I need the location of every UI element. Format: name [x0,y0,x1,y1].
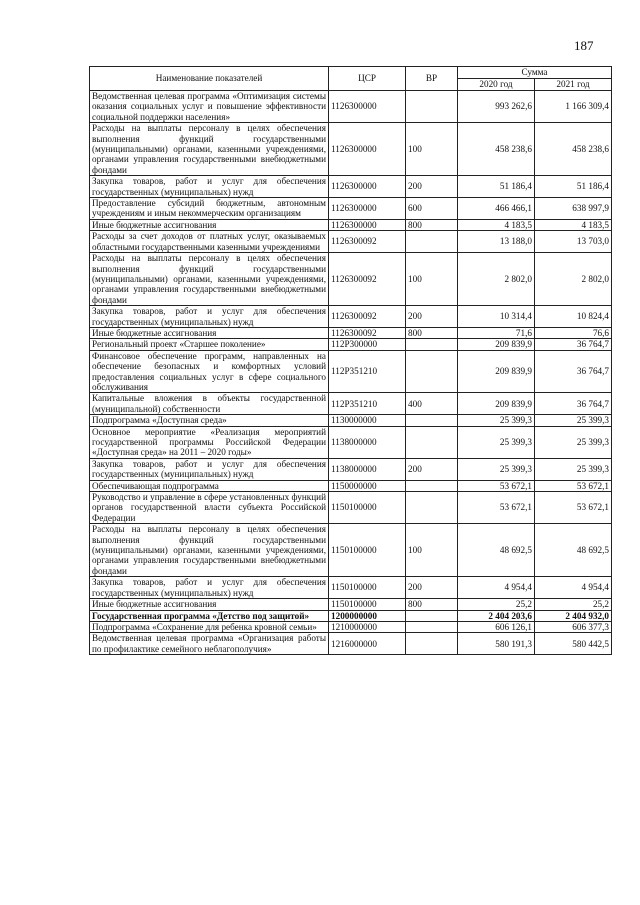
row-2020: 2 802,0 [458,253,535,306]
row-2020: 466 466,1 [458,198,535,220]
row-2020: 209 839,9 [458,339,535,350]
row-2020: 25 399,3 [458,426,535,458]
row-2021: 25,2 [535,599,612,610]
row-vr [406,492,458,524]
row-vr: 800 [406,219,458,230]
table-row [90,231,612,253]
row-2021: 458 238,6 [535,123,612,176]
row-2021: 1 166 309,4 [535,91,612,123]
header-2021: 2021 год [535,79,612,91]
row-2020: 48 692,5 [458,524,535,577]
row-2020: 4 954,4 [458,577,535,599]
row-2020: 53 672,1 [458,492,535,524]
budget-table [89,66,612,655]
row-csr: 1126300000 [329,91,406,123]
row-vr [406,426,458,458]
row-vr: 200 [406,577,458,599]
row-csr: 1150100000 [329,599,406,610]
row-name: Предоставление субсидий бюджетным, автономным учреждениям и иным некоммерческим организациям [90,198,329,220]
row-name: Иные бюджетные ассигнования [90,219,329,230]
row-2020: 209 839,9 [458,393,535,415]
header-csr: ЦСР [329,67,406,91]
row-2021: 53 672,1 [535,480,612,491]
row-name: Расходы за счет доходов от платных услуг, оказываемых областными государственными казенными учреждениями [90,231,329,253]
row-csr: 1130000000 [329,415,406,426]
row-vr [406,415,458,426]
table-row [90,350,612,393]
row-name: Закупка товаров, работ и услуг для обеспечения государственных (муниципальных) нужд [90,458,329,480]
row-2020: 13 188,0 [458,231,535,253]
row-name: Закупка товаров, работ и услуг для обеспечения государственных (муниципальных) нужд [90,577,329,599]
row-csr: 1138000000 [329,458,406,480]
row-2020: 51 186,4 [458,176,535,198]
table-row [90,253,612,306]
row-csr: 1126300092 [329,327,406,338]
table-row [90,91,612,123]
row-2021: 25 399,3 [535,426,612,458]
row-name: Региональный проект «Старшее поколение» [90,339,329,350]
row-vr [406,480,458,491]
row-2021: 2 802,0 [535,253,612,306]
row-name: Капитальные вложения в объекты государственной (муниципальной) собственности [90,393,329,415]
row-name: Расходы на выплаты персоналу в целях обеспечения выполнения функций государственными (муниципальными) органами, казенными учреждениями, органами управления государственными внебюджетными фондами [90,253,329,306]
row-2021: 2 404 932,0 [535,610,612,621]
table-row [90,524,612,577]
row-name: Обеспечивающая подпрограмма [90,480,329,491]
table-row [90,306,612,328]
row-2020: 10 314,4 [458,306,535,328]
row-csr: 1126300000 [329,219,406,230]
row-2021: 10 824,4 [535,306,612,328]
row-name: Расходы на выплаты персоналу в целях обеспечения выполнения функций государственными (муниципальными) органами, казенными учреждениями, органами управления государственными внебюджетными фондами [90,524,329,577]
row-csr: 1150100000 [329,492,406,524]
table-row [90,339,612,350]
row-2021: 4 183,5 [535,219,612,230]
row-csr: 1126300000 [329,123,406,176]
row-name: Основное мероприятие «Реализация мероприятий государственной программы Российской Федерации «Доступная среда» на 2011 – 2020 годы» [90,426,329,458]
table-row [90,599,612,610]
row-vr [406,621,458,632]
row-2020: 458 238,6 [458,123,535,176]
row-2020: 993 262,6 [458,91,535,123]
row-name: Иные бюджетные ассигнования [90,327,329,338]
row-csr: 1126300000 [329,176,406,198]
row-vr: 800 [406,599,458,610]
row-csr: 1210000000 [329,621,406,632]
row-vr: 100 [406,253,458,306]
row-2021: 4 954,4 [535,577,612,599]
row-csr: 1126300092 [329,253,406,306]
table-row [90,633,612,655]
row-csr: 1216000000 [329,633,406,655]
row-2020: 25 399,3 [458,458,535,480]
row-vr [406,231,458,253]
table-row [90,123,612,176]
row-2021: 36 764,7 [535,393,612,415]
row-2021: 36 764,7 [535,339,612,350]
row-vr [406,610,458,621]
table-row [90,480,612,491]
row-name: Расходы на выплаты персоналу в целях обеспечения выполнения функций государственными (муниципальными) органами, казенными учреждениями, органами управления государственными внебюджетными фондами [90,123,329,176]
row-2020: 71,6 [458,327,535,338]
row-2020: 53 672,1 [458,480,535,491]
table-row [90,176,612,198]
row-name: Государственная программа «Детство под защитой» [90,610,329,621]
row-2021: 25 399,3 [535,415,612,426]
row-2020: 25 399,3 [458,415,535,426]
row-2020: 4 183,5 [458,219,535,230]
row-2021: 36 764,7 [535,350,612,393]
row-vr [406,633,458,655]
row-name: Подпрограмма «Сохранение для ребенка кровной семьи» [90,621,329,632]
row-2020: 606 126,1 [458,621,535,632]
row-vr: 600 [406,198,458,220]
row-name: Подпрограмма «Доступная среда» [90,415,329,426]
row-vr: 200 [406,306,458,328]
row-csr: 1150100000 [329,577,406,599]
table-row [90,327,612,338]
row-vr: 100 [406,123,458,176]
row-2021: 580 442,5 [535,633,612,655]
row-csr: 112P351210 [329,393,406,415]
row-2020: 2 404 203,6 [458,610,535,621]
row-name: Ведомственная целевая программа «Оптимизация системы оказания социальных услуг и повышение эффективности социальной поддержки населения» [90,91,329,123]
row-2021: 13 703,0 [535,231,612,253]
row-2021: 53 672,1 [535,492,612,524]
table-body [90,91,612,655]
row-csr: 112P351210 [329,350,406,393]
row-csr: 1200000000 [329,610,406,621]
row-vr [406,350,458,393]
table-row [90,219,612,230]
header-sum: Сумма [458,67,612,79]
table-row [90,577,612,599]
row-2021: 638 997,9 [535,198,612,220]
row-csr: 1126300092 [329,231,406,253]
row-vr [406,91,458,123]
table-row [90,492,612,524]
header-2020: 2020 год [458,79,535,91]
page-number: 187 [574,38,594,53]
row-name: Руководство и управление в сфере установленных функций органов государственной власти субъекта Российской Федерации [90,492,329,524]
row-vr: 400 [406,393,458,415]
row-csr: 1126300092 [329,306,406,328]
table-row [90,415,612,426]
header-vr: ВР [406,67,458,91]
row-csr: 1150000000 [329,480,406,491]
row-2021: 76,6 [535,327,612,338]
row-vr: 200 [406,458,458,480]
row-csr: 112P300000 [329,339,406,350]
row-csr: 1150100000 [329,524,406,577]
row-vr: 200 [406,176,458,198]
row-2020: 580 191,3 [458,633,535,655]
row-2021: 51 186,4 [535,176,612,198]
table-row [90,426,612,458]
row-name: Закупка товаров, работ и услуг для обеспечения государственных (муниципальных) нужд [90,306,329,328]
row-2021: 606 377,3 [535,621,612,632]
row-name: Закупка товаров, работ и услуг для обеспечения государственных (муниципальных) нужд [90,176,329,198]
row-csr: 1126300000 [329,198,406,220]
row-vr: 100 [406,524,458,577]
row-2021: 25 399,3 [535,458,612,480]
row-vr [406,339,458,350]
row-2020: 25,2 [458,599,535,610]
row-csr: 1138000000 [329,426,406,458]
row-vr: 800 [406,327,458,338]
table-row [90,458,612,480]
row-2021: 48 692,5 [535,524,612,577]
table-row [90,621,612,632]
table-row [90,610,612,621]
row-name: Ведомственная целевая программа «Организация работы по профилактике семейного неблагополучия» [90,633,329,655]
header-name: Наименование показателей [90,67,329,91]
row-2020: 209 839,9 [458,350,535,393]
table-row [90,393,612,415]
row-name: Финансовое обеспечение программ, направленных на обеспечение безопасных и комфортных условий предоставления социальных услуг в сфере социального обслуживания [90,350,329,393]
table-row [90,198,612,220]
row-name: Иные бюджетные ассигнования [90,599,329,610]
